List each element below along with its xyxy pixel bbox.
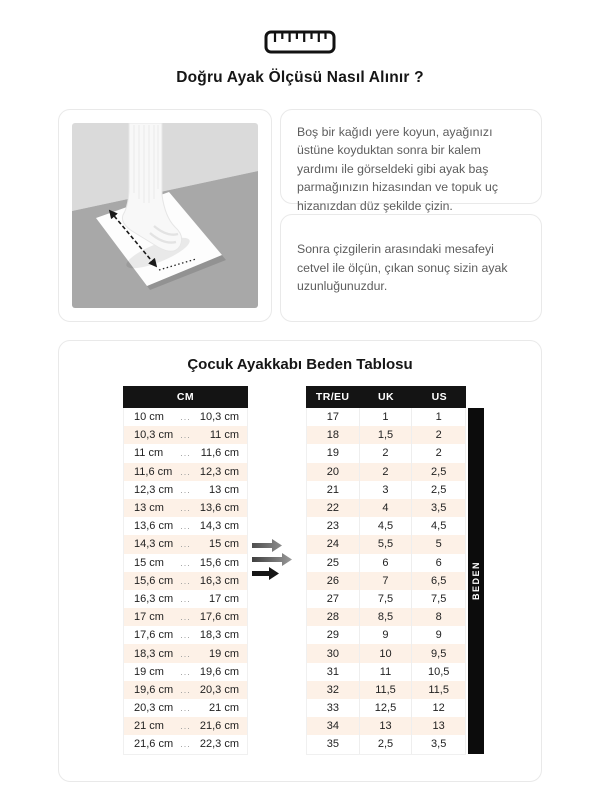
cm-range-separator: ... (180, 630, 191, 641)
cm-table-row (124, 444, 247, 462)
size-table-row (307, 717, 465, 735)
uk-value: 3 (360, 481, 413, 499)
size-table-row (307, 426, 465, 444)
cm-from-value: 16,3 cm (134, 592, 174, 605)
col-header-uk: UK (378, 391, 394, 403)
cm-table-row (124, 717, 247, 735)
cm-range-separator: ... (180, 684, 191, 695)
cm-table-row (124, 626, 247, 644)
cm-from-value: 17 cm (134, 611, 164, 624)
us-value: 1 (435, 411, 442, 424)
cm-table (123, 386, 248, 755)
size-table-row (307, 444, 465, 462)
cm-to-value: 19 cm (209, 647, 239, 660)
size-table-row (307, 699, 465, 717)
tr-eu-value: 23 (307, 517, 360, 535)
cm-range-separator: ... (180, 648, 191, 659)
beden-side-bar (468, 408, 484, 754)
uk-value: 11,5 (360, 681, 413, 699)
uk-value: 2,5 (360, 735, 413, 753)
cm-table-body (123, 408, 248, 755)
size-table-row (307, 463, 465, 481)
size-table-row (307, 554, 465, 572)
cm-range-separator: ... (180, 612, 191, 623)
cm-to-value: 14,3 cm (199, 520, 239, 533)
uk-value: 2 (360, 463, 413, 481)
uk-value: 12,5 (360, 699, 413, 717)
cm-from-value: 11 cm (134, 447, 164, 460)
cm-to-value: 15,6 cm (199, 556, 239, 569)
beden-label: BEDEN (471, 561, 481, 601)
cm-to-value: 20,3 cm (199, 683, 239, 696)
us-value: 3,5 (431, 502, 447, 515)
tr-eu-value: 22 (307, 499, 360, 517)
cm-range-separator: ... (180, 448, 191, 459)
size-table-row (307, 481, 465, 499)
tr-eu-value: 18 (307, 426, 360, 444)
uk-value: 10 (360, 644, 413, 662)
size-table-row (307, 681, 465, 699)
tr-eu-value: 19 (307, 444, 360, 462)
foot-on-paper-illustration (72, 123, 258, 308)
foot-measure-image-card (58, 109, 272, 322)
us-value: 2,5 (431, 483, 447, 496)
cm-table-row (124, 644, 247, 662)
uk-value: 1,5 (360, 426, 413, 444)
cm-to-value: 19,6 cm (199, 665, 239, 678)
us-value: 10,5 (427, 665, 450, 678)
tr-eu-value: 25 (307, 554, 360, 572)
cm-to-value: 22,3 cm (199, 738, 239, 751)
tr-eu-value: 29 (307, 626, 360, 644)
size-table-row (307, 644, 465, 662)
cm-to-value: 15 cm (209, 538, 239, 551)
cm-to-value: 21,6 cm (199, 720, 239, 733)
cm-table-header: CM (123, 386, 248, 408)
intl-size-table (306, 386, 466, 755)
tr-eu-value: 21 (307, 481, 360, 499)
tr-eu-value: 27 (307, 590, 360, 608)
cm-from-value: 21 cm (134, 720, 164, 733)
us-value: 2 (435, 429, 442, 442)
tr-eu-value: 28 (307, 608, 360, 626)
uk-value: 2 (360, 444, 413, 462)
uk-value: 9 (360, 626, 413, 644)
tr-eu-value: 17 (307, 408, 360, 426)
instruction-step1-text: Boş bir kağıdı yere koyun, ayağınızı üstüne koyduktan sonra bir kalem yardımı ile görseldeki gibi ayak baş parmağınızın hizasından ve topuk uç hizanızdan düz şekilde çizin. (297, 125, 498, 213)
size-table-row (307, 535, 465, 553)
cm-to-value: 17 cm (209, 592, 239, 605)
size-table-row (307, 590, 465, 608)
tr-eu-value: 33 (307, 699, 360, 717)
tr-eu-value: 31 (307, 663, 360, 681)
tr-eu-value: 32 (307, 681, 360, 699)
cm-table-row (124, 499, 247, 517)
tr-eu-value: 20 (307, 463, 360, 481)
instruction-step2-text: Sonra çizgilerin arasındaki mesafeyi cetvel ile ölçün, çıkan sonuç sizin ayak uzunluğunuzdur. (297, 242, 508, 294)
tr-eu-value: 26 (307, 572, 360, 590)
cm-from-value: 18,3 cm (134, 647, 174, 660)
cm-to-value: 12,3 cm (199, 465, 239, 478)
uk-value: 5,5 (360, 535, 413, 553)
cm-from-value: 13,6 cm (134, 520, 174, 533)
cm-table-row (124, 481, 247, 499)
cm-from-value: 19,6 cm (134, 683, 174, 696)
size-table-row (307, 735, 465, 753)
page-header (0, 0, 600, 87)
tr-eu-value: 35 (307, 735, 360, 753)
col-header-us: US (431, 391, 448, 403)
cm-table-row (124, 681, 247, 699)
cm-range-separator: ... (180, 539, 191, 550)
us-value: 12 (432, 702, 445, 715)
cm-range-separator: ... (180, 412, 191, 423)
uk-value: 8,5 (360, 608, 413, 626)
us-value: 9 (435, 629, 442, 642)
cm-from-value: 15,6 cm (134, 574, 174, 587)
cm-from-value: 21,6 cm (134, 738, 174, 751)
us-value: 6,5 (431, 574, 447, 587)
uk-value: 6 (360, 554, 413, 572)
tr-eu-value: 24 (307, 535, 360, 553)
uk-value: 13 (360, 717, 413, 735)
cm-range-separator: ... (180, 703, 191, 714)
cm-from-value: 15 cm (134, 556, 164, 569)
cm-from-value: 11,6 cm (134, 465, 173, 478)
us-value: 8 (435, 611, 442, 624)
cm-from-value: 20,3 cm (134, 702, 174, 715)
cm-to-value: 17,6 cm (199, 611, 239, 624)
us-value: 2 (435, 447, 442, 460)
cm-table-row (124, 535, 247, 553)
instruction-text-column (280, 109, 542, 322)
instruction-step2-card (280, 214, 542, 322)
us-value: 7,5 (431, 592, 447, 605)
us-value: 3,5 (431, 738, 447, 751)
cm-table-row (124, 699, 247, 717)
cm-to-value: 13,6 cm (199, 502, 239, 515)
cm-table-row (124, 608, 247, 626)
cm-table-row (124, 663, 247, 681)
cm-range-separator: ... (180, 503, 191, 514)
uk-value: 4 (360, 499, 413, 517)
cm-from-value: 14,3 cm (134, 538, 174, 551)
cm-range-separator: ... (180, 593, 191, 604)
size-table-row (307, 572, 465, 590)
arrow-right-icon (251, 539, 303, 583)
us-value: 5 (435, 538, 442, 551)
us-value: 2,5 (431, 465, 447, 478)
size-table-row (307, 608, 465, 626)
tr-eu-value: 30 (307, 644, 360, 662)
cm-table-row (124, 554, 247, 572)
uk-value: 1 (360, 408, 413, 426)
cm-table-row (124, 408, 247, 426)
col-header-tr-eu: TR/EU (315, 391, 350, 403)
cm-to-value: 18,3 cm (199, 629, 239, 642)
uk-value: 11 (360, 663, 413, 681)
size-table-row (307, 663, 465, 681)
cm-table-row (124, 517, 247, 535)
intl-size-table-body (306, 408, 466, 755)
cm-table-row (124, 735, 247, 753)
cm-table-row (124, 426, 247, 444)
cm-range-separator: ... (180, 557, 191, 568)
cm-to-value: 16,3 cm (199, 574, 239, 587)
us-value: 13 (432, 720, 445, 733)
cm-range-separator: ... (180, 430, 191, 441)
us-value: 4,5 (431, 520, 447, 533)
size-table-row (307, 517, 465, 535)
cm-range-separator: ... (180, 466, 191, 477)
cm-to-value: 13 cm (209, 483, 239, 496)
size-table-row (307, 499, 465, 517)
cm-range-separator: ... (180, 484, 191, 495)
size-table-card (58, 340, 542, 782)
page-title: Doğru Ayak Ölçüsü Nasıl Alınır ? (176, 69, 424, 86)
us-value: 11,5 (428, 683, 449, 696)
instruction-step1-card (280, 109, 542, 213)
cm-table-row (124, 572, 247, 590)
cm-table-row (124, 590, 247, 608)
cm-from-value: 12,3 cm (134, 483, 174, 496)
size-table-row (307, 408, 465, 426)
cm-to-value: 10,3 cm (199, 411, 239, 424)
measure-section (58, 109, 542, 322)
cm-table-row (124, 463, 247, 481)
cm-from-value: 10 cm (134, 411, 164, 424)
intl-size-table-header (306, 386, 466, 408)
size-table-title: Çocuk Ayakkabı Beden Tablosu (187, 356, 413, 373)
cm-from-value: 13 cm (134, 502, 164, 515)
cm-range-separator: ... (180, 666, 191, 677)
cm-range-separator: ... (180, 721, 191, 732)
cm-range-separator: ... (180, 739, 191, 750)
uk-value: 7,5 (360, 590, 413, 608)
us-value: 6 (435, 556, 442, 569)
cm-range-separator: ... (180, 575, 191, 586)
cm-from-value: 17,6 cm (134, 629, 174, 642)
cm-to-value: 21 cm (209, 702, 239, 715)
cm-to-value: 11,6 cm (200, 447, 239, 460)
us-value: 9,5 (431, 647, 447, 660)
ruler-icon (264, 30, 336, 54)
cm-from-value: 19 cm (134, 665, 164, 678)
cm-to-value: 11 cm (209, 429, 239, 442)
uk-value: 7 (360, 572, 413, 590)
cm-range-separator: ... (180, 521, 191, 532)
tr-eu-value: 34 (307, 717, 360, 735)
uk-value: 4,5 (360, 517, 413, 535)
size-table-row (307, 626, 465, 644)
cm-from-value: 10,3 cm (134, 429, 174, 442)
